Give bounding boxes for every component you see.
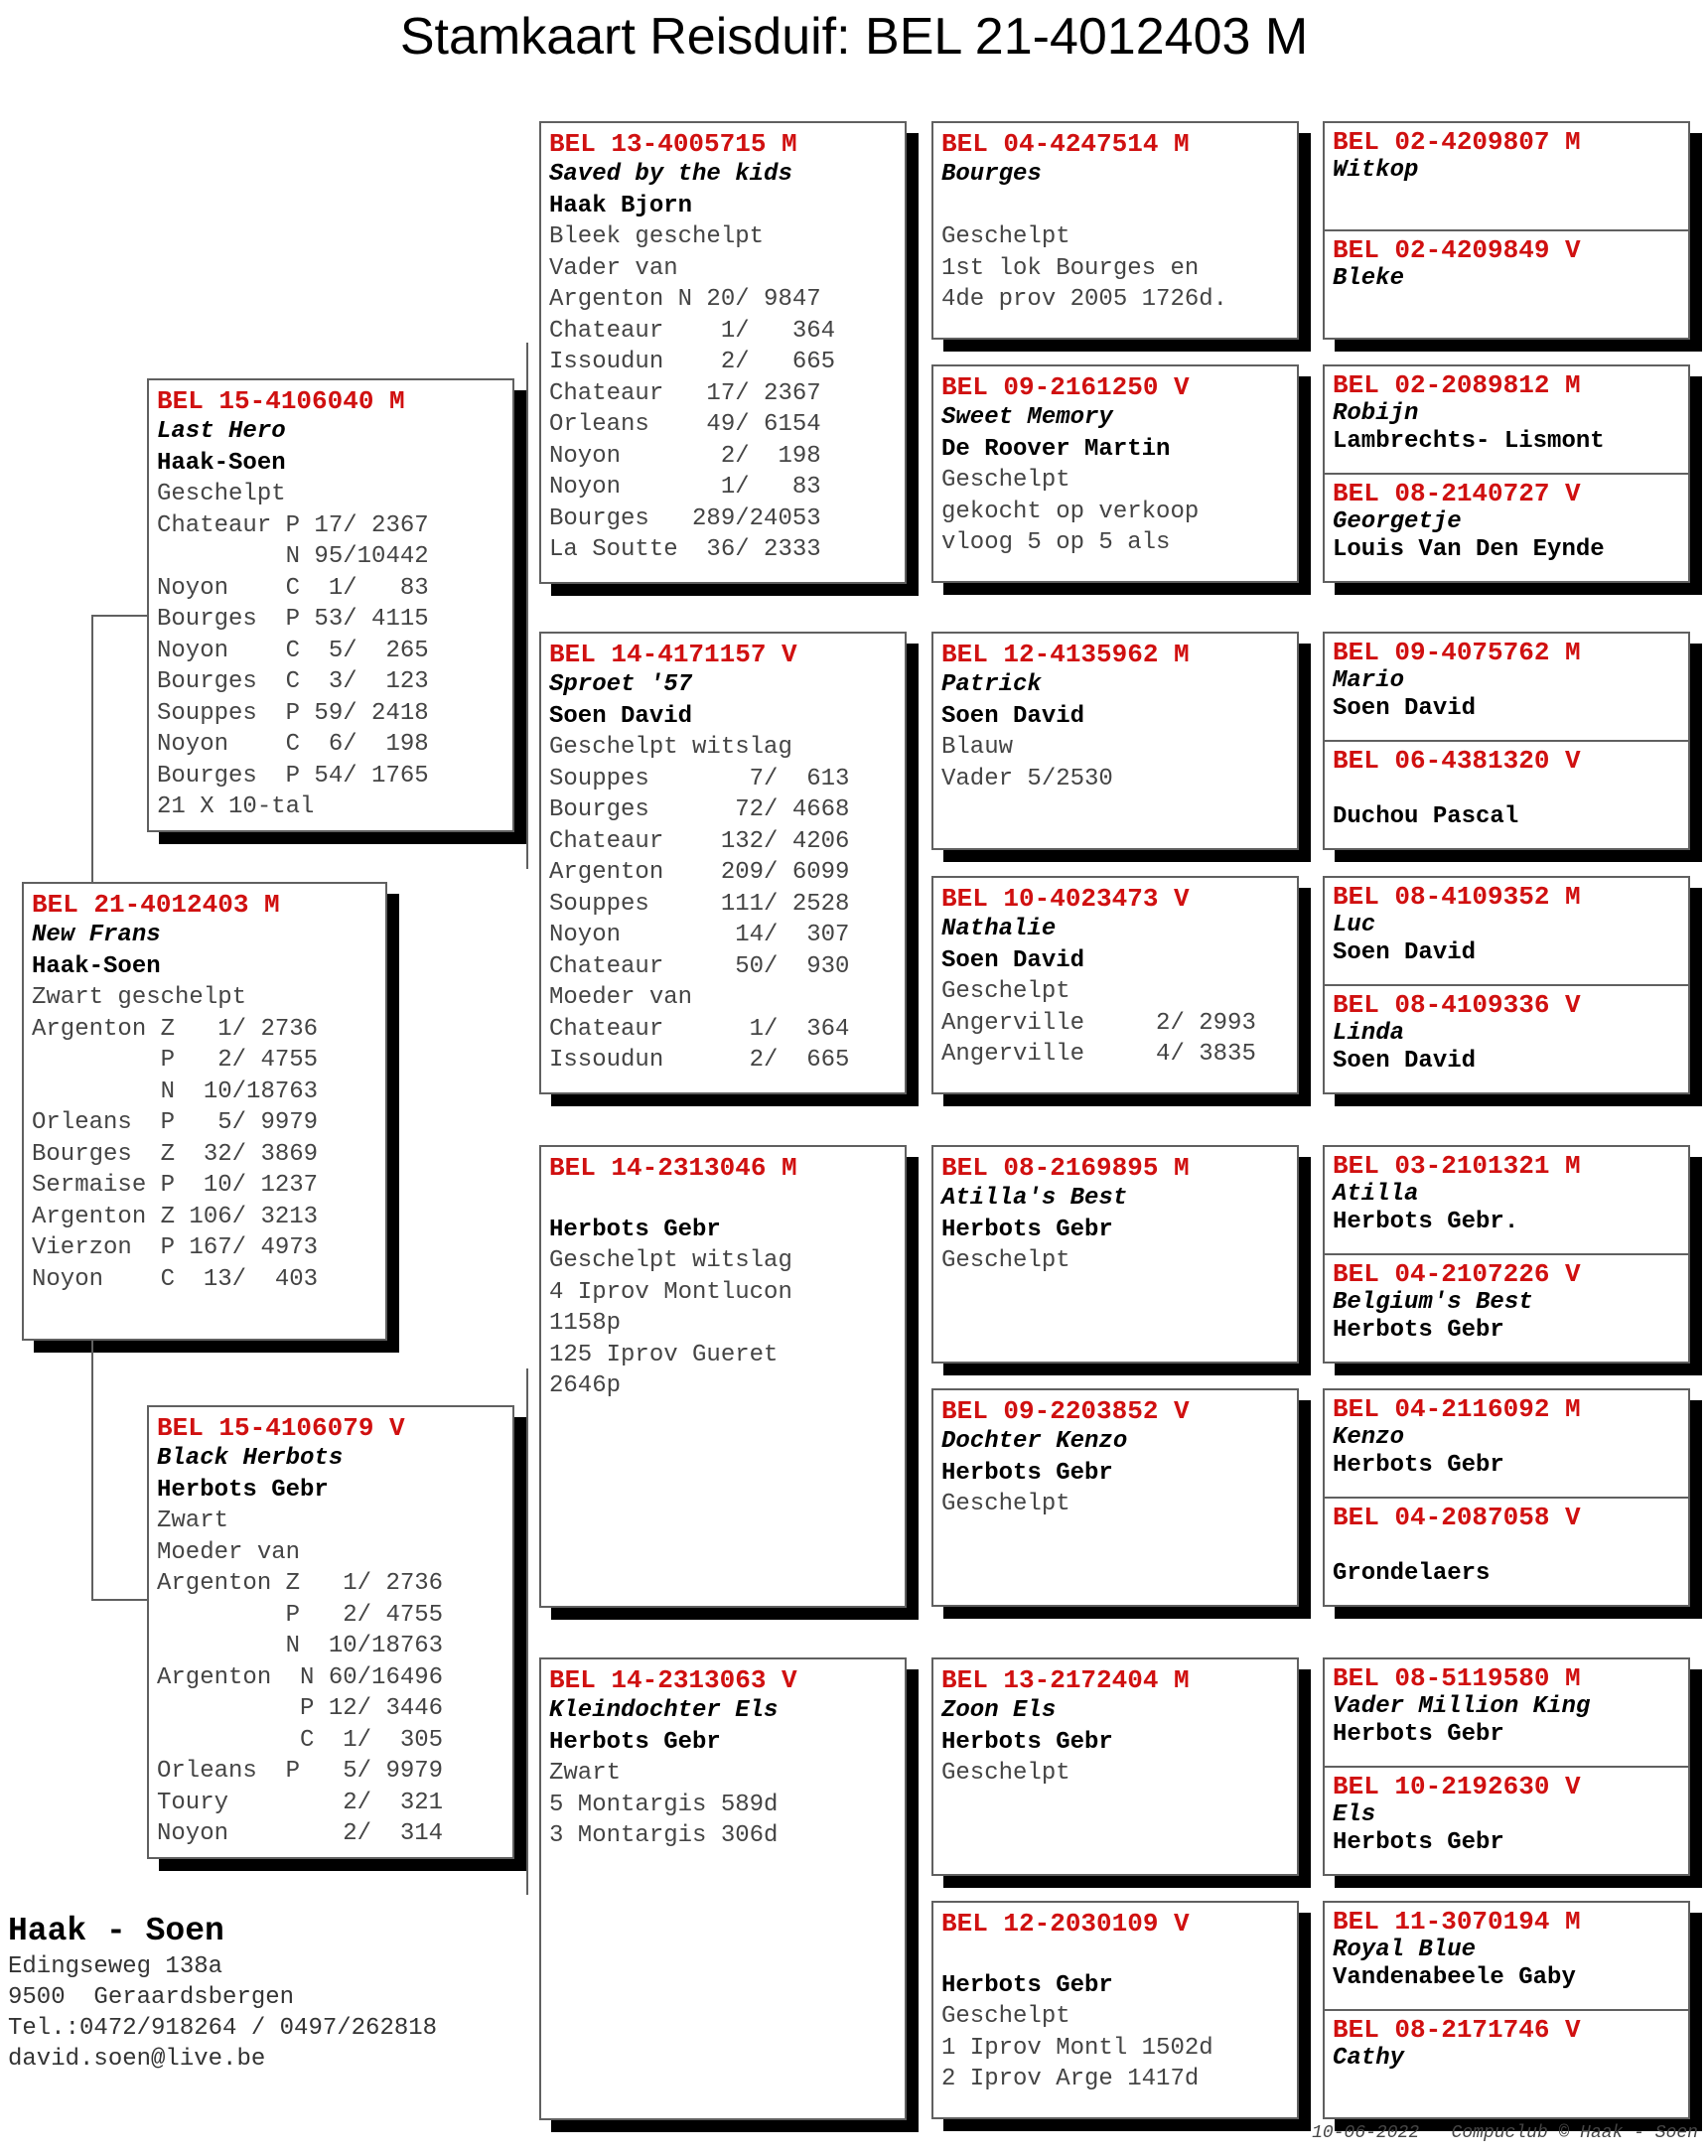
pigeon-name: Sproet '57 <box>549 671 693 698</box>
info-line: Angerville 4/ 3835 <box>941 1041 1256 1068</box>
breeder-name: Grondelaers <box>1333 1560 1491 1587</box>
pigeon-card-gen2 <box>539 1145 907 1608</box>
breeder-name: Herbots Gebr <box>1333 1317 1504 1344</box>
pigeon-name: Els <box>1333 1801 1376 1828</box>
info-line: Geschelpt <box>941 1760 1070 1787</box>
info-line: Noyon C 6/ 198 <box>157 731 429 758</box>
ring-number: BEL 02-2089812 M <box>1333 370 1581 400</box>
owner-name: Haak - Soen <box>8 1913 224 1949</box>
pigeon-pair-card-gen4 <box>1323 364 1690 583</box>
pigeon-name: Patrick <box>941 671 1042 698</box>
ring-number: BEL 12-2030109 V <box>941 1909 1190 1939</box>
breeder-name: Haak Bjorn <box>549 192 693 219</box>
connector-line <box>526 343 528 869</box>
breeder-name: Herbots Gebr <box>941 1459 1113 1487</box>
info-line: 21 X 10-tal <box>157 793 315 820</box>
ring-number: BEL 11-3070194 M <box>1333 1907 1581 1937</box>
pigeon-name: Sweet Memory <box>941 404 1113 431</box>
pigeon-card-father <box>147 378 514 832</box>
breeder-name: Haak-Soen <box>157 449 286 477</box>
info-line: Noyon C 13/ 403 <box>32 1265 319 1293</box>
sire-section <box>1325 1390 1688 1497</box>
info-line: Argenton N 20/ 9847 <box>549 286 821 313</box>
pigeon-name: Royal Blue <box>1333 1937 1477 1963</box>
ring-number: BEL 09-4075762 M <box>1333 638 1581 667</box>
pigeon-name: Luc <box>1333 912 1376 938</box>
breeder-name: Soen David <box>1333 1048 1477 1075</box>
pigeon-name: Vader Million King <box>1333 1693 1591 1720</box>
info-line: 3 Montargis 306d <box>549 1822 779 1849</box>
info-line: Geschelpt <box>157 481 286 507</box>
info-line: Geschelpt <box>941 1491 1070 1517</box>
ring-number: BEL 04-2107226 V <box>1333 1259 1581 1289</box>
pigeon-card-gen2 <box>539 121 907 584</box>
info-line: N 10/18763 <box>32 1078 319 1105</box>
breeder-name: Soen David <box>941 946 1085 974</box>
connector-line <box>91 1341 93 1601</box>
ring-number: BEL 09-2203852 V <box>941 1396 1190 1426</box>
pigeon-card-gen3 <box>931 364 1299 583</box>
info-line: Argenton 209/ 6099 <box>549 859 850 886</box>
pigeon-name: Georgetje <box>1333 508 1462 535</box>
info-line: 2 Iprov Arge 1417d <box>941 2066 1200 2092</box>
info-line: Vader 5/2530 <box>941 765 1113 792</box>
ring-number: BEL 08-4109352 M <box>1333 882 1581 912</box>
info-line: N 95/10442 <box>157 543 429 570</box>
breeder-name: Herbots Gebr <box>941 1216 1113 1243</box>
info-line: Bourges 72/ 4668 <box>549 796 850 823</box>
info-line: Zwart <box>549 1760 622 1787</box>
dam-section <box>1325 1497 1688 1607</box>
sire-section <box>1325 634 1688 740</box>
pigeon-pair-card-gen4 <box>1323 1901 1690 2119</box>
breeder-name: Herbots Gebr <box>1333 1721 1504 1748</box>
info-line: 5 Montargis 589d <box>549 1791 779 1818</box>
ring-number: BEL 10-4023473 V <box>941 884 1190 914</box>
info-line: Argenton Z 1/ 2736 <box>32 1015 319 1043</box>
pigeon-name: Last Hero <box>157 418 286 445</box>
info-line: gekocht op verkoop <box>941 498 1200 525</box>
ring-number: BEL 08-2169895 M <box>941 1153 1190 1183</box>
pigeon-name: Black Herbots <box>157 1445 344 1472</box>
sire-section <box>1325 878 1688 984</box>
pigeon-card-gen3 <box>931 1657 1299 1876</box>
info-line: vloog 5 op 5 als <box>941 529 1171 556</box>
pigeon-pair-card-gen4 <box>1323 1145 1690 1364</box>
breeder-name: Herbots Gebr <box>1333 1452 1504 1479</box>
breeder-name: De Roover Martin <box>941 435 1171 463</box>
breeder-name: Soen David <box>549 702 693 730</box>
pigeon-card-gen3 <box>931 1388 1299 1607</box>
ring-number: BEL 15-4106079 V <box>157 1413 405 1443</box>
pigeon-card-gen3 <box>931 632 1299 850</box>
info-line: Bourges Z 32/ 3869 <box>32 1140 319 1168</box>
info-line: Issoudun 2/ 665 <box>549 349 836 375</box>
info-line: C 1/ 305 <box>157 1726 444 1754</box>
pigeon-name: Bleke <box>1333 265 1405 292</box>
info-line: Bourges P 54/ 1765 <box>157 762 429 790</box>
ring-number: BEL 08-2171746 V <box>1333 2015 1581 2045</box>
info-line: Angerville 2/ 2993 <box>941 1009 1256 1037</box>
dam-section <box>1325 229 1688 340</box>
ring-number: BEL 21-4012403 M <box>32 890 280 920</box>
dam-section <box>1325 473 1688 583</box>
ring-number: BEL 08-2140727 V <box>1333 479 1581 508</box>
info-line: Geschelpt <box>941 978 1070 1005</box>
dam-section <box>1325 2009 1688 2119</box>
pigeon-name: Witkop <box>1333 157 1419 184</box>
info-line: Orleans P 5/ 9979 <box>157 1758 444 1785</box>
info-line: Noyon 1/ 83 <box>549 474 821 501</box>
pigeon-name: Atilla <box>1333 1181 1419 1208</box>
sire-section <box>1325 366 1688 473</box>
pigeon-name: Mario <box>1333 667 1405 694</box>
sire-section <box>1325 1903 1688 2009</box>
info-line: Orleans P 5/ 9979 <box>32 1109 319 1136</box>
info-line: Geschelpt witslag <box>549 1247 792 1274</box>
info-line: Zwart <box>157 1508 229 1534</box>
info-line: N 10/18763 <box>157 1633 444 1659</box>
info-line: Argenton Z 1/ 2736 <box>157 1570 444 1597</box>
breeder-name: Soen David <box>1333 939 1477 966</box>
dam-section <box>1325 1766 1688 1876</box>
info-line: Moeder van <box>157 1538 301 1566</box>
info-line: P 2/ 4755 <box>32 1047 319 1074</box>
pigeon-name: Kleindochter Els <box>549 1697 779 1724</box>
info-line: 4 Iprov Montlucon <box>549 1278 792 1306</box>
info-line: Chateaur 132/ 4206 <box>549 827 850 855</box>
info-line: Noyon 14/ 307 <box>549 922 850 948</box>
info-line: 2646p <box>549 1372 622 1399</box>
owner-phone: Tel.:0472/918264 / 0497/262818 <box>8 2015 438 2042</box>
pigeon-name: Zoon Els <box>941 1697 1057 1724</box>
info-line: La Soutte 36/ 2333 <box>549 536 821 563</box>
info-line: Orleans 49/ 6154 <box>549 411 821 438</box>
dam-section <box>1325 984 1688 1094</box>
info-line: Toury 2/ 321 <box>157 1789 444 1816</box>
pigeon-pair-card-gen4 <box>1323 632 1690 850</box>
owner-address: Edingseweg 138a <box>8 1953 223 1980</box>
sire-section <box>1325 1147 1688 1253</box>
pigeon-pair-card-gen4 <box>1323 876 1690 1094</box>
ring-number: BEL 14-2313063 V <box>549 1665 797 1695</box>
ring-number: BEL 04-2087058 V <box>1333 1503 1581 1532</box>
breeder-name: Herbots Gebr <box>1333 1829 1504 1856</box>
info-line: Issoudun 2/ 665 <box>549 1047 850 1074</box>
breeder-name: Soen David <box>1333 695 1477 722</box>
ring-number: BEL 14-4171157 V <box>549 640 797 669</box>
page-title: Stamkaart Reisduif: BEL 21-4012403 M <box>399 8 1309 66</box>
pigeon-name: New Frans <box>32 922 161 948</box>
footer-credit: 10-06-2022 Compuclub © Haak - Soen <box>1312 2123 1698 2143</box>
pigeon-card-gen3 <box>931 1901 1299 2119</box>
info-line: 1 Iprov Montl 1502d <box>941 2034 1213 2062</box>
info-line <box>933 191 1297 222</box>
pigeon-name: Atilla's Best <box>941 1185 1128 1212</box>
ring-number: BEL 15-4106040 M <box>157 386 405 416</box>
dam-section <box>1325 740 1688 850</box>
pigeon-name: Bourges <box>941 161 1042 188</box>
info-line: Chateaur P 17/ 2367 <box>157 511 429 539</box>
ring-number: BEL 10-2192630 V <box>1333 1772 1581 1801</box>
info-line: 1st lok Bourges en <box>941 254 1200 282</box>
breeder-name: Louis Van Den Eynde <box>1333 536 1605 563</box>
ring-number: BEL 02-4209849 V <box>1333 235 1581 265</box>
info-line: Vierzon P 167/ 4973 <box>32 1234 319 1261</box>
connector-line <box>526 1368 528 1895</box>
breeder-name: Herbots Gebr <box>941 1971 1113 1999</box>
pigeon-card-gen3 <box>931 121 1299 340</box>
ring-number: BEL 12-4135962 M <box>941 640 1190 669</box>
info-line: 4de prov 2005 1726d. <box>941 286 1228 313</box>
breeder-name: Herbots Gebr <box>549 1728 721 1756</box>
pigeon-card-gen3 <box>931 1145 1299 1364</box>
ring-number: BEL 13-2172404 M <box>941 1665 1190 1695</box>
info-line: 125 Iprov Gueret <box>549 1341 779 1368</box>
ring-number: BEL 08-5119580 M <box>1333 1663 1581 1693</box>
pigeon-name: Cathy <box>1333 2045 1405 2072</box>
pigeon-name: Robijn <box>1333 400 1419 427</box>
pigeon-card-gen2 <box>539 1657 907 2120</box>
breeder-name: Herbots Gebr <box>157 1476 329 1504</box>
info-line: Sermaise P 10/ 1237 <box>32 1172 319 1199</box>
breeder-name: Herbots Gebr <box>549 1216 721 1243</box>
info-line: Chateaur 50/ 930 <box>549 952 850 980</box>
breeder-name: Haak-Soen <box>32 952 161 980</box>
ring-number: BEL 14-2313046 M <box>549 1153 797 1183</box>
pigeon-card-gen3 <box>931 876 1299 1094</box>
info-line: 1158p <box>549 1310 622 1337</box>
ring-number: BEL 08-4109336 V <box>1333 990 1581 1020</box>
info-line: Noyon 2/ 198 <box>549 442 821 470</box>
breeder-name: Vandenabeele Gaby <box>1333 1964 1576 1991</box>
info-line: Souppes 111/ 2528 <box>549 890 850 918</box>
info-line: Geschelpt <box>941 467 1070 494</box>
pigeon-name: Linda <box>1333 1020 1405 1047</box>
pigeon-name: Nathalie <box>941 916 1057 942</box>
connector-line <box>91 1599 147 1601</box>
sire-section <box>1325 1659 1688 1766</box>
connector-line <box>91 615 93 882</box>
info-line: Noyon C 5/ 265 <box>157 637 429 664</box>
info-line: Geschelpt <box>941 223 1070 250</box>
breeder-name: Soen David <box>941 702 1085 730</box>
connector-line <box>91 615 147 617</box>
info-line <box>541 1183 905 1215</box>
pigeon-pair-card-gen4 <box>1323 1388 1690 1607</box>
pigeon-card-mother <box>147 1405 514 1859</box>
pigeon-card-gen2 <box>539 632 907 1094</box>
breeder-name: Herbots Gebr. <box>1333 1209 1519 1235</box>
sire-section <box>1325 123 1688 229</box>
ring-number: BEL 09-2161250 V <box>941 372 1190 402</box>
ring-number: BEL 04-4247514 M <box>941 129 1190 159</box>
info-line: Bleek geschelpt <box>549 223 765 250</box>
owner-block <box>8 1912 437 2075</box>
info-line: Vader van <box>549 254 678 282</box>
owner-city: 9500 Geraardsbergen <box>8 1984 295 2011</box>
info-line: Bourges P 53/ 4115 <box>157 606 429 633</box>
info-line: P 12/ 3446 <box>157 1695 444 1722</box>
info-line: Noyon C 1/ 83 <box>157 574 429 602</box>
pigeon-name: Saved by the kids <box>549 161 792 188</box>
ring-number: BEL 02-4209807 M <box>1333 127 1581 157</box>
info-line: P 2/ 4755 <box>157 1601 444 1629</box>
pigeon-card-subject <box>22 882 387 1341</box>
info-line: Bourges C 3/ 123 <box>157 668 429 695</box>
info-line: Chateaur 1/ 364 <box>549 317 836 345</box>
info-line: Chateaur 1/ 364 <box>549 1015 850 1043</box>
breeder-name: Lambrechts- Lismont <box>1333 428 1605 455</box>
info-line: Moeder van <box>549 984 693 1011</box>
info-line: Chateaur 17/ 2367 <box>549 379 821 407</box>
pigeon-name: Belgium's Best <box>1333 1289 1533 1316</box>
ring-number: BEL 13-4005715 M <box>549 129 797 159</box>
breeder-name: Duchou Pascal <box>1333 803 1519 830</box>
info-line: Argenton Z 106/ 3213 <box>32 1203 319 1230</box>
pigeon-pair-card-gen4 <box>1323 121 1690 340</box>
info-line: Noyon 2/ 314 <box>157 1820 444 1847</box>
info-line: Argenton N 60/16496 <box>157 1663 444 1691</box>
breeder-name: Herbots Gebr <box>941 1728 1113 1756</box>
info-line: Geschelpt witslag <box>549 734 792 761</box>
dam-section <box>1325 1253 1688 1364</box>
info-line <box>1325 776 1688 803</box>
info-line <box>933 1939 1297 1970</box>
info-line: Bourges 289/24053 <box>549 504 821 532</box>
info-line: Souppes 7/ 613 <box>549 765 850 792</box>
info-line: Zwart geschelpt <box>32 984 247 1011</box>
owner-email[interactable]: david.soen@live.be <box>8 2046 266 2073</box>
info-line: Geschelpt <box>941 2003 1070 2030</box>
info-line: Blauw <box>941 734 1014 761</box>
ring-number: BEL 03-2101321 M <box>1333 1151 1581 1181</box>
info-line <box>1325 1532 1688 1560</box>
info-line: Souppes P 59/ 2418 <box>157 699 429 727</box>
info-line: Geschelpt <box>941 1247 1070 1274</box>
pigeon-pair-card-gen4 <box>1323 1657 1690 1876</box>
ring-number: BEL 06-4381320 V <box>1333 746 1581 776</box>
ring-number: BEL 04-2116092 M <box>1333 1394 1581 1424</box>
pigeon-name: Dochter Kenzo <box>941 1428 1128 1455</box>
pigeon-name: Kenzo <box>1333 1424 1405 1451</box>
